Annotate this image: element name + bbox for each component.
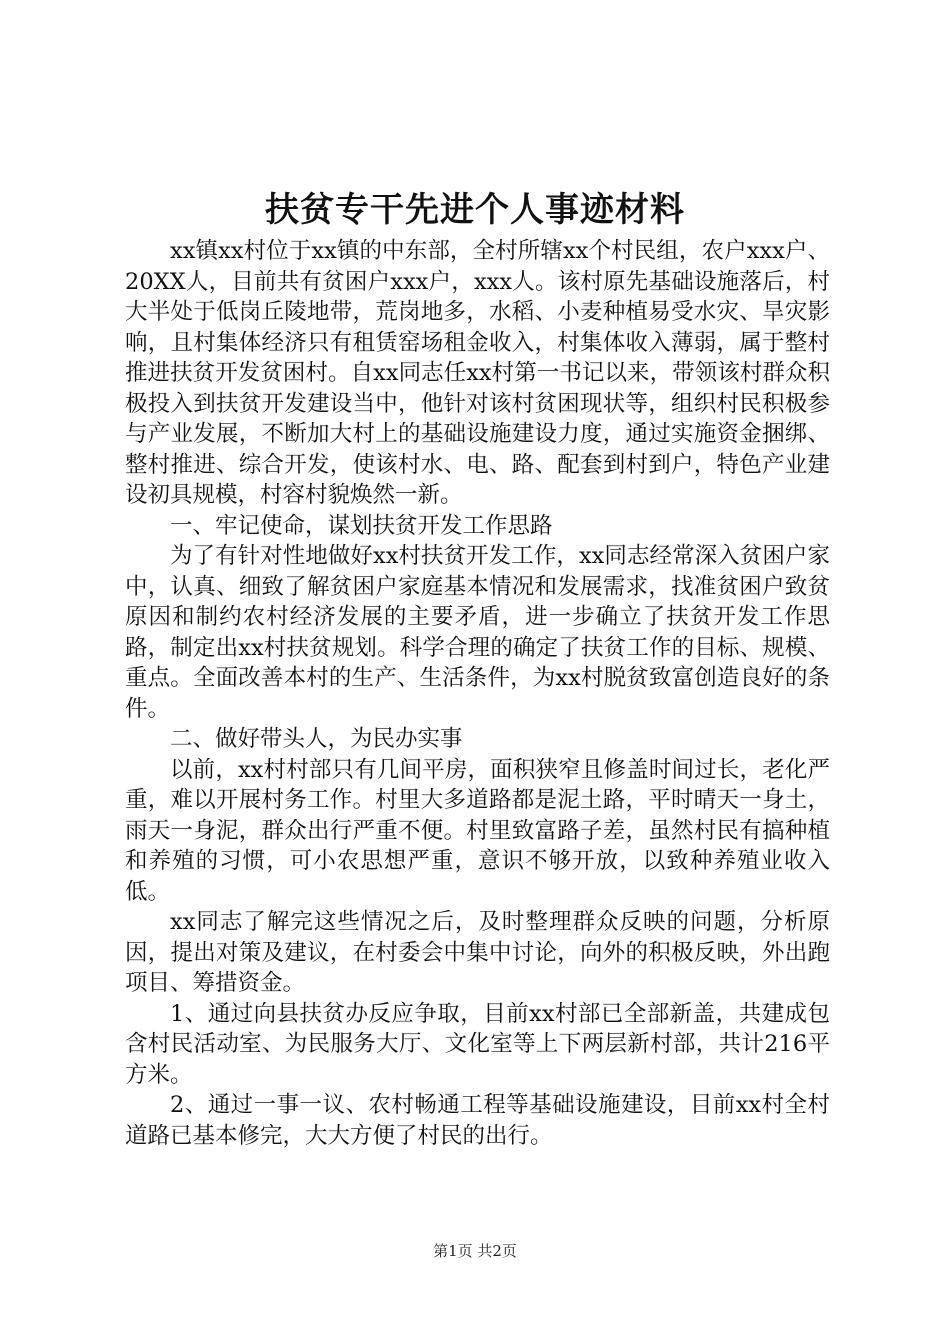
section-2-paragraph-2: xx同志了解完这些情况之后，及时整理群众反映的问题，分析原因，提出对策及建议，在村委会中集中讨论，向外的积极反映，外出跑项目、筹措资金。: [125, 909, 830, 996]
page-footer: 第1页 共2页: [433, 1242, 517, 1260]
section-2-paragraph-1: 以前，xx村村部只有几间平房，面积狭窄且修盖时间过长，老化严重，难以开展村务工作。村里大多道路都是泥土路，平时晴天一身土，雨天一身泥，群众出行严重不便。村里致富路子差，虽然村民有搞种植和养殖的习惯，可小农思想严重，意识不够开放，以致种养殖业收入低。: [125, 756, 830, 905]
section-1-paragraph: 为了有针对性地做好xx村扶贫开发工作，xx同志经常深入贫困户家中，认真、细致了解贫困户家庭基本情况和发展需求，找准贫困户致贫原因和制约农村经济发展的主要矛盾，进一步确立了扶贫开发工作思路，制定出xx村扶贫规划。科学合理的确定了扶贫工作的目标、规模、重点。全面改善本村的生产、生活条件，为xx村脱贫致富创造良好的条件。: [125, 543, 830, 722]
document-title: 扶贫专干先进个人事迹材料: [265, 190, 685, 230]
section-heading-2: 二、做好带头人，为民办实事: [170, 726, 463, 752]
section-heading-1: 一、牢记使命，谋划扶贫开发工作思路: [170, 512, 553, 539]
list-item-2: 2、通过一事一议、农村畅通工程等基础设施建设，目前xx村全村道路已基本修完，大大方便了村民的出行。: [125, 1092, 830, 1149]
intro-paragraph: xx镇xx村位于xx镇的中东部，全村所辖xx个村民组，农户xxx户、20XX人，目前共有贫困户xxx户，xxx人。该村原先基础设施落后，村大半处于低岗丘陵地带，荒岗地多，水稻、小麦种植易受水灾、旱灾影响，且村集体经济只有租赁窑场租金收入，村集体收入薄弱，属于整村推进扶贫开发贫困村。自xx同志任xx村第一书记以来，带领该村群众积极投入到扶贫开发建设当中，他针对该村贫困现状等，组织村民积极参与产业发展，不断加大村上的基础设施建设力度，通过实施资金捆绑、整村推进、综合开发，使该村水、电、路、配套到村到户，特色产业建设初具规模，村容村貌焕然一新。: [125, 238, 830, 508]
list-item-1: 1、通过向县扶贫办反应争取，目前xx村部已全部新盖，共建成包含村民活动室、为民服务大厅、文化室等上下两层新村部，共计216平方米。: [125, 1000, 830, 1088]
document-body: [125, 236, 830, 1151]
